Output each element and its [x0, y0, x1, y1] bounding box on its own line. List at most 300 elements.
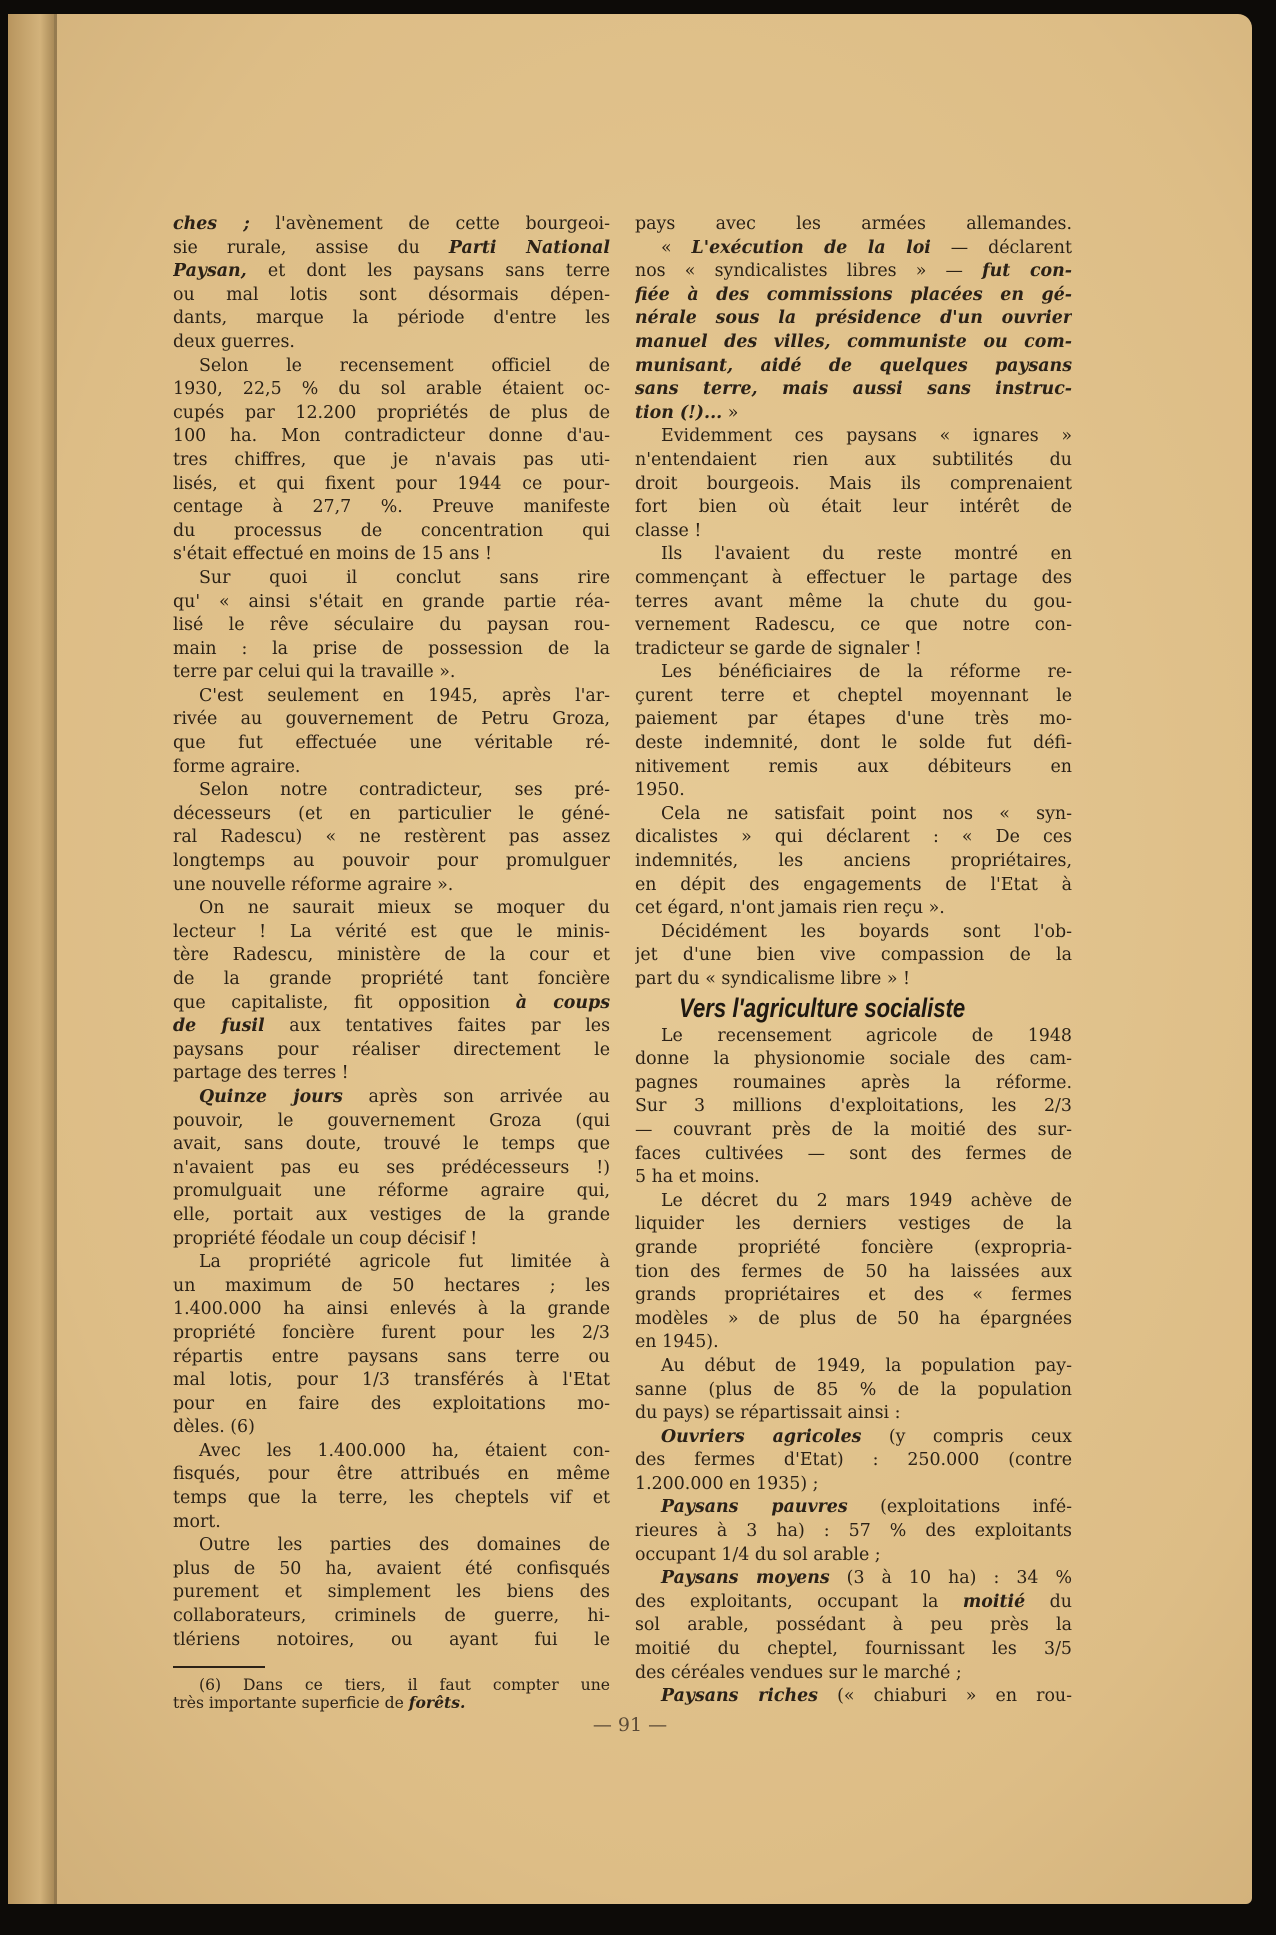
paragraph — [635, 237, 1072, 426]
paragraph — [173, 355, 610, 567]
text-line — [635, 968, 1072, 992]
text-line — [635, 543, 1072, 567]
text-line — [173, 685, 610, 709]
text-line — [635, 1048, 1072, 1072]
text-line — [635, 1685, 1072, 1709]
paragraph — [635, 921, 1072, 992]
text-segment: çurent terre et cheptel moyennant le — [635, 685, 1072, 706]
page-number: — 91 — — [592, 1714, 668, 1736]
text-segment: « — [661, 237, 692, 258]
text-line — [173, 1511, 610, 1535]
text-line — [635, 1190, 1072, 1214]
text-segment: Sur quoi il conclut sans rire — [199, 567, 610, 588]
text-line — [173, 1463, 610, 1487]
text-line — [635, 1331, 1072, 1355]
text-line — [635, 921, 1072, 945]
text-line — [635, 1544, 1072, 1568]
text-line — [173, 1694, 610, 1712]
paragraph — [173, 567, 610, 685]
italic-text-segment: fut con- — [982, 261, 1072, 282]
text-segment: 1950. — [635, 780, 685, 801]
paragraph — [635, 1496, 1072, 1567]
text-segment: du pays) se répartissait ainsi : — [635, 1403, 901, 1424]
text-line — [635, 1379, 1072, 1403]
text-line — [173, 992, 610, 1016]
text-line — [635, 897, 1072, 921]
text-line — [173, 1228, 610, 1252]
text-segment: 1930, 22,5 % du sol arable étaient oc- — [173, 379, 610, 400]
text-line — [173, 803, 610, 827]
text-line — [173, 1110, 610, 1134]
text-line — [173, 425, 610, 449]
paragraph — [635, 1025, 1072, 1190]
text-segment: classe ! — [635, 520, 702, 541]
text-line — [635, 1095, 1072, 1119]
text-line — [173, 1369, 610, 1393]
text-segment: dants, marque la période d'entre les — [173, 308, 610, 329]
text-line — [635, 1473, 1072, 1497]
text-line — [635, 260, 1072, 284]
text-segment: très importante superficie de — [173, 1694, 409, 1713]
right-column — [635, 213, 1072, 1709]
text-segment: avait, sans doute, trouvé le temps que — [173, 1134, 610, 1155]
text-segment: Ils l'avaient du reste montré en — [661, 544, 1072, 565]
text-segment: lisés, et qui fixent pour 1944 ce pour- — [173, 473, 610, 494]
text-line — [635, 732, 1072, 756]
text-line — [173, 496, 610, 520]
paragraph — [173, 1534, 610, 1652]
text-segment: (3 à 10 ha) : 34 % — [829, 1568, 1072, 1589]
text-segment: Le recensement agricole de 1948 — [661, 1025, 1072, 1046]
text-segment: un maximum de 50 hectares ; les — [173, 1275, 610, 1296]
text-segment: paiement par étapes d'une très mo- — [635, 709, 1072, 730]
text-line — [173, 355, 610, 379]
text-line — [173, 779, 610, 803]
text-line — [173, 520, 610, 544]
text-line — [635, 826, 1072, 850]
text-line — [173, 1581, 610, 1605]
text-line — [635, 1402, 1072, 1426]
text-segment: promulguait une réforme agraire qui, — [173, 1181, 610, 1202]
footnote-rule — [173, 1666, 265, 1668]
text-line — [635, 1591, 1072, 1615]
text-segment: Outre les parties des domaines de — [199, 1535, 610, 1556]
italic-text-segment: moitié — [962, 1591, 1026, 1612]
text-segment: Selon notre contradicteur, ses pré- — [199, 780, 610, 801]
text-segment: lisé le rêve séculaire du paysan rou- — [173, 615, 610, 636]
italic-text-segment: Parti National — [448, 237, 610, 258]
italic-text-segment: L'exécution de la loi — [691, 237, 931, 258]
paragraph — [635, 1355, 1072, 1426]
text-line — [173, 1039, 610, 1063]
text-segment: 1.400.000 ha ainsi enlevés à la grande — [173, 1299, 610, 1320]
paragraph — [173, 1086, 610, 1251]
text-segment: ou mal lotis sont désormais dépen- — [173, 284, 610, 305]
text-segment: plus de 50 ha, avaient été confisqués — [173, 1558, 610, 1579]
text-line — [635, 1166, 1072, 1190]
paragraph — [173, 213, 610, 355]
italic-text-segment: Paysans moyens — [661, 1568, 830, 1589]
text-segment: commençant à effectuer le partage des — [635, 567, 1072, 588]
text-line — [635, 850, 1072, 874]
text-segment: tère Radescu, ministère de la cour et — [173, 945, 610, 966]
paragraph — [173, 779, 610, 897]
text-line — [635, 661, 1072, 685]
text-segment: faces cultivées — sont des fermes de — [635, 1143, 1072, 1164]
text-segment: tion des fermes de 50 ha laissées aux — [635, 1261, 1072, 1282]
text-line — [635, 944, 1072, 968]
text-line — [173, 1322, 610, 1346]
text-segment: des fermes d'Etat) : 250.000 (contre — [635, 1450, 1072, 1471]
text-line — [635, 1143, 1072, 1167]
text-segment: cupés par 12.200 propriétés de plus de — [173, 402, 610, 423]
text-segment: Décidément les boyards sont l'ob- — [661, 921, 1072, 942]
text-line — [635, 331, 1072, 355]
text-segment: paysans pour réaliser directement le — [173, 1039, 610, 1060]
text-line — [635, 355, 1072, 379]
text-segment: — couvrant près de la moitié des sur- — [635, 1119, 1072, 1140]
text-line — [635, 1355, 1072, 1379]
text-segment: partage des terres ! — [173, 1063, 349, 1084]
text-segment: mal lotis, pour 1/3 transférés à l'Etat — [173, 1370, 610, 1391]
text-segment: fort bien où était leur intérêt de — [635, 497, 1072, 518]
text-line — [635, 1072, 1072, 1096]
paragraph — [635, 1567, 1072, 1685]
text-segment: forme agraire. — [173, 756, 301, 777]
text-segment: sie rurale, assise du — [173, 237, 449, 258]
left-column — [173, 213, 610, 1712]
text-segment: pour en faire des exploitations mo- — [173, 1393, 610, 1414]
text-segment: propriété féodale un coup décisif ! — [173, 1228, 478, 1249]
text-line — [173, 1416, 610, 1440]
text-line — [173, 921, 610, 945]
text-segment: ral Radescu) « ne restèrent pas assez — [173, 827, 610, 848]
text-line — [173, 1157, 610, 1181]
text-segment: 100 ha. Mon contradicteur donne d'au- — [173, 426, 610, 447]
text-segment: propriété foncière furent pour les 2/3 — [173, 1322, 610, 1343]
text-line — [635, 1261, 1072, 1285]
text-segment: (exploitations infé- — [847, 1497, 1072, 1518]
paragraph — [173, 1251, 610, 1440]
italic-text-segment: tion (!)... — [635, 402, 723, 423]
text-segment: terre par celui qui la travaille ». — [173, 662, 456, 683]
text-segment: aux tentatives faites par les — [264, 1016, 610, 1037]
paragraph — [635, 1426, 1072, 1497]
italic-text-segment: fiée à des commissions placées en gé- — [635, 284, 1072, 305]
text-line — [173, 1086, 610, 1110]
italic-text-segment: manuel des villes, communiste ou com- — [635, 331, 1072, 352]
text-line — [635, 1119, 1072, 1143]
text-line — [173, 402, 610, 426]
text-segment: décesseurs (et en particulier le géné- — [173, 803, 610, 824]
text-segment: tlériens notoires, ou ayant fui le — [173, 1629, 610, 1650]
italic-text-segment: nérale sous la présidence d'un ouvrier — [635, 308, 1072, 329]
text-line — [173, 543, 610, 567]
paragraph — [173, 1440, 610, 1534]
text-segment: dicalistes » qui déclarent : « De ces — [635, 827, 1072, 848]
text-line — [635, 1520, 1072, 1544]
text-segment: lecteur ! La vérité est que le minis- — [173, 921, 610, 942]
text-line — [635, 803, 1072, 827]
text-line — [635, 1638, 1072, 1662]
text-line — [635, 567, 1072, 591]
text-segment: en dépit des engagements de l'Etat à — [635, 874, 1072, 895]
text-segment: que capitaliste, fit opposition — [173, 992, 516, 1013]
text-line — [173, 1534, 610, 1558]
text-line — [173, 756, 610, 780]
text-line — [635, 1449, 1072, 1473]
paragraph — [635, 803, 1072, 921]
text-line — [635, 1567, 1072, 1591]
text-segment: purement et simplement les biens des — [173, 1582, 610, 1603]
text-line — [635, 425, 1072, 449]
text-segment: deste indemnité, dont le solde fut défi- — [635, 733, 1072, 754]
text-segment: tres chiffres, que je n'avais pas uti- — [173, 449, 610, 470]
text-line — [173, 1487, 610, 1511]
text-segment: Selon le recensement officiel de — [199, 355, 610, 376]
text-line — [173, 1204, 610, 1228]
text-segment: main : la prise de possession de la — [173, 638, 610, 659]
text-line — [173, 1346, 610, 1370]
text-segment: l'avènement de cette bourgeoi- — [249, 214, 610, 234]
text-segment: n'entendaient rien aux subtilités du — [635, 449, 1072, 470]
text-line — [635, 496, 1072, 520]
italic-text-segment: forêts. — [408, 1694, 466, 1713]
text-segment: Les bénéficiaires de la réforme re- — [661, 662, 1072, 683]
italic-text-segment: ches ; — [173, 214, 250, 234]
text-line — [173, 1275, 610, 1299]
text-segment: » — [722, 402, 739, 423]
text-segment: en 1945). — [635, 1332, 719, 1353]
text-line — [173, 1298, 610, 1322]
text-segment: Avec les 1.400.000 ha, étaient con- — [199, 1440, 610, 1461]
paragraph — [635, 1685, 1072, 1709]
text-segment: vernement Radescu, ce que notre con- — [635, 615, 1072, 636]
text-line — [173, 1180, 610, 1204]
italic-text-segment: Ouvriers agricoles — [661, 1426, 862, 1447]
text-segment: nitivement remis aux débiteurs en — [635, 756, 1072, 777]
paragraph — [635, 543, 1072, 661]
text-line — [635, 520, 1072, 544]
text-segment: dèles. (6) — [173, 1417, 255, 1438]
text-line — [173, 708, 610, 732]
text-line — [635, 1213, 1072, 1237]
text-line — [635, 708, 1072, 732]
text-line — [635, 1426, 1072, 1450]
text-segment: elle, portait aux vestiges de la grande — [173, 1204, 610, 1225]
text-line — [173, 661, 610, 685]
text-segment: mort. — [173, 1511, 221, 1532]
text-line — [635, 614, 1072, 638]
text-line — [173, 638, 610, 662]
text-segment: moitié du cheptel, fournissant les 3/5 — [635, 1639, 1072, 1660]
text-line — [635, 402, 1072, 426]
text-segment: On ne saurait mieux se moquer du — [199, 898, 610, 919]
text-line — [173, 331, 610, 355]
text-segment: pays avec les armées allemandes. — [635, 214, 1072, 234]
text-segment: Au début de 1949, la population pay- — [661, 1355, 1072, 1376]
text-line — [635, 449, 1072, 473]
text-line — [635, 1614, 1072, 1638]
text-line — [173, 1133, 610, 1157]
paragraph — [635, 1190, 1072, 1355]
text-segment: (6) Dans ce tiers, il faut compter une — [199, 1676, 610, 1695]
text-segment: tradicteur se garde de signaler ! — [635, 638, 922, 659]
text-line — [635, 1025, 1072, 1049]
text-line — [635, 1496, 1072, 1520]
text-segment: pagnes roumaines après la réforme. — [635, 1072, 1072, 1093]
text-line — [635, 874, 1072, 898]
italic-text-segment: de fusil — [173, 1016, 265, 1037]
text-segment: sanne (plus de 85 % de la population — [635, 1379, 1072, 1400]
italic-text-segment: à coups — [515, 992, 610, 1013]
text-segment: une nouvelle réforme agraire ». — [173, 874, 454, 895]
italic-text-segment: Paysans pauvres — [661, 1497, 848, 1518]
text-segment: Evidemment ces paysans « ignares » — [661, 426, 1072, 447]
text-line — [635, 378, 1072, 402]
text-line — [173, 826, 610, 850]
paragraph — [635, 661, 1072, 803]
text-segment: La propriété agricole fut limitée à — [199, 1252, 610, 1273]
text-segment: part du « syndicalisme libre » ! — [635, 969, 911, 989]
italic-text-segment: Paysans riches — [661, 1686, 818, 1707]
text-segment: grande propriété foncière (expropria- — [635, 1237, 1072, 1258]
italic-text-segment: Quinze jours — [199, 1086, 343, 1107]
text-line — [635, 591, 1072, 615]
text-segment: droit bourgeois. Mais ils comprenaient — [635, 473, 1072, 494]
text-line — [635, 473, 1072, 497]
text-segment: collaborateurs, criminels de guerre, hi- — [173, 1606, 610, 1627]
text-line — [173, 307, 610, 331]
book-page — [8, 14, 1252, 1904]
text-line — [173, 732, 610, 756]
text-segment: liquider les derniers vestiges de la — [635, 1214, 1072, 1235]
text-segment: que fut effectuée une véritable ré- — [173, 733, 610, 754]
text-line — [173, 968, 610, 992]
text-segment: 5 ha et moins. — [635, 1167, 760, 1188]
text-segment: temps que la terre, les cheptels vif et — [173, 1488, 610, 1509]
text-line — [173, 897, 610, 921]
text-line — [173, 473, 610, 497]
italic-text-segment: sans terre, mais aussi sans instruc- — [635, 379, 1072, 400]
section-heading: Vers l'agriculture socialiste — [679, 992, 966, 1023]
paragraph — [173, 685, 610, 779]
text-segment: donne la physionomie sociale des cam- — [635, 1049, 1072, 1070]
text-segment: cet égard, n'ont jamais rien reçu ». — [635, 898, 945, 919]
text-segment: fisqués, pour être attribués en même — [173, 1464, 610, 1485]
text-line — [173, 449, 610, 473]
text-segment: — déclarent — [930, 237, 1072, 258]
text-segment: rieures à 3 ha) : 57 % des exploitants — [635, 1521, 1072, 1542]
text-segment: occupant 1/4 du sol arable ; — [635, 1544, 881, 1565]
text-segment: s'était effectué en moins de 15 ans ! — [173, 544, 492, 565]
text-line — [173, 850, 610, 874]
text-line — [635, 1284, 1072, 1308]
paragraph — [173, 897, 610, 1086]
text-segment: Sur 3 millions d'exploitations, les 2/3 — [635, 1096, 1072, 1117]
text-line — [635, 779, 1072, 803]
text-line — [173, 614, 610, 638]
text-segment: C'est seulement en 1945, après l'ar- — [199, 685, 610, 706]
text-line — [635, 1237, 1072, 1261]
text-segment: Cela ne satisfait point nos « syn- — [661, 803, 1072, 824]
text-line — [635, 685, 1072, 709]
text-segment: Le décret du 2 mars 1949 achève de — [661, 1190, 1072, 1211]
text-segment: sol arable, possédant à peu près la — [635, 1615, 1072, 1636]
text-line — [173, 1015, 610, 1039]
italic-text-segment: munisant, aidé de quelques paysans — [635, 355, 1072, 376]
text-line — [173, 874, 610, 898]
text-line — [635, 284, 1072, 308]
italic-text-segment: Paysan, — [173, 261, 247, 282]
text-line — [173, 944, 610, 968]
text-segment: modèles » de plus de 50 ha épargnées — [635, 1308, 1072, 1329]
text-segment: du — [1025, 1591, 1072, 1612]
text-line — [635, 638, 1072, 662]
text-segment: terres avant même la chute du gou- — [635, 591, 1072, 612]
text-line — [635, 307, 1072, 331]
binding-edge — [54, 14, 57, 1904]
text-segment: et dont les paysans sans terre — [246, 261, 610, 282]
text-segment: des exploitants, occupant la — [635, 1591, 963, 1612]
text-line — [173, 284, 610, 308]
text-line — [173, 591, 610, 615]
text-segment: grands propriétaires et des « fermes — [635, 1285, 1072, 1306]
text-line — [173, 1393, 610, 1417]
paragraph — [635, 213, 1072, 237]
text-segment: répartis entre paysans sans terre ou — [173, 1346, 610, 1367]
text-line — [173, 1062, 610, 1086]
text-segment: indemnités, les anciens propriétaires, — [635, 851, 1072, 872]
text-line — [173, 1605, 610, 1629]
text-segment: n'avaient pas eu ses prédécesseurs !) — [173, 1157, 610, 1178]
paragraph — [635, 425, 1072, 543]
page-binding — [8, 14, 54, 1904]
text-segment: (« chiaburi » en rou- — [817, 1686, 1072, 1707]
text-line — [173, 1440, 610, 1464]
text-segment: centage à 27,7 %. Preuve manifeste — [173, 497, 610, 518]
text-line — [173, 237, 610, 261]
text-line — [173, 213, 610, 237]
text-segment: de la grande propriété tant foncière — [173, 969, 610, 989]
footnote — [173, 1676, 610, 1712]
text-segment: nos « syndicalistes libres » — — [635, 261, 983, 282]
text-segment: 1.200.000 en 1935) ; — [635, 1473, 819, 1494]
text-segment: rivée au gouvernement de Petru Groza, — [173, 709, 610, 730]
text-segment: deux guerres. — [173, 331, 295, 352]
text-line — [173, 1629, 610, 1653]
text-segment: (y compris ceux — [861, 1426, 1072, 1447]
text-line — [635, 1662, 1072, 1686]
text-segment: pouvoir, le gouvernement Groza (qui — [173, 1110, 610, 1131]
text-line — [635, 1308, 1072, 1332]
text-segment: des céréales vendues sur le marché ; — [635, 1662, 962, 1683]
text-segment: après son arrivée au — [342, 1086, 610, 1107]
text-segment: qu' « ainsi s'était en grande partie réa- — [173, 591, 610, 612]
text-line — [173, 1558, 610, 1582]
text-line — [173, 1676, 610, 1694]
text-line — [173, 378, 610, 402]
text-line — [635, 237, 1072, 261]
text-line — [635, 756, 1072, 780]
text-line — [173, 260, 610, 284]
text-segment: longtemps au pouvoir pour promulguer — [173, 851, 610, 872]
text-line — [173, 1251, 610, 1275]
text-segment: jet d'une bien vive compassion de la — [635, 945, 1072, 966]
text-line — [173, 567, 610, 591]
text-segment: du processus de concentration qui — [173, 520, 610, 541]
text-line — [635, 213, 1072, 237]
